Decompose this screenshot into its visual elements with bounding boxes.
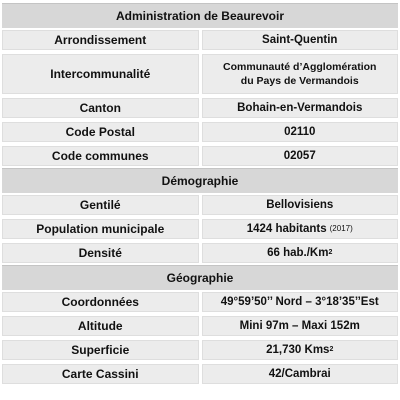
population-value: 1424 habitants (246, 223, 327, 235)
table-row-superficie (2, 338, 398, 362)
row-value: 66 hab./Km 2 (202, 243, 399, 263)
row-label: Code communes (2, 146, 199, 166)
row-value (202, 219, 399, 239)
row-value: Bellovisiens (202, 195, 399, 215)
section-header-geographie: Géographie (2, 265, 398, 290)
table-row-coordonnees (2, 290, 398, 314)
row-label: Altitude (2, 316, 199, 336)
row-value: Bohain-en-Vermandois (202, 98, 399, 118)
row-label: Population municipale (2, 219, 199, 239)
intercommunalite-line1: Communauté d’Agglomération (223, 61, 377, 73)
row-value: Mini 97m – Maxi 152m (202, 316, 399, 336)
row-value: 21,730 Kms 2 (202, 340, 399, 360)
population-year: (2017) (329, 224, 353, 233)
table-row-carte-cassini (2, 362, 398, 386)
intercommunalite-value (223, 60, 376, 88)
row-value: 02057 (202, 146, 399, 166)
row-label: Canton (2, 98, 199, 118)
table-title: Administration de Beaurevoir (2, 3, 398, 28)
table-row-arrondissement (2, 28, 398, 52)
intercommunalite-line2: du Pays de Vermandois (240, 75, 359, 87)
table-row-code-postal (2, 120, 398, 144)
row-label: Arrondissement (2, 30, 199, 50)
table-row-altitude (2, 314, 398, 338)
row-label: Intercommunalité (2, 54, 199, 94)
row-label: Carte Cassini (2, 364, 199, 384)
row-value: 49°59’50’’ Nord – 3°18’35’’Est (202, 292, 399, 312)
table-row-gentile (2, 193, 398, 217)
row-value (202, 54, 399, 94)
superficie-value: 21,730 Kms (266, 344, 330, 356)
row-label: Gentilé (2, 195, 199, 215)
table-row-canton (2, 96, 398, 120)
row-label: Densité (2, 243, 199, 263)
row-label: Superficie (2, 340, 199, 360)
info-table (2, 3, 398, 386)
table-row-population (2, 217, 398, 241)
table-row-code-communes (2, 144, 398, 168)
table-row-densite (2, 241, 398, 265)
row-label: Code Postal (2, 122, 199, 142)
row-value: 02110 (202, 122, 399, 142)
densite-value: 66 hab./Km (267, 247, 329, 259)
section-header-demographie: Démographie (2, 168, 398, 193)
row-value: 42/Cambrai (202, 364, 399, 384)
row-value: Saint-Quentin (202, 30, 399, 50)
row-label: Coordonnées (2, 292, 199, 312)
table-row-intercommunalite (2, 52, 398, 96)
